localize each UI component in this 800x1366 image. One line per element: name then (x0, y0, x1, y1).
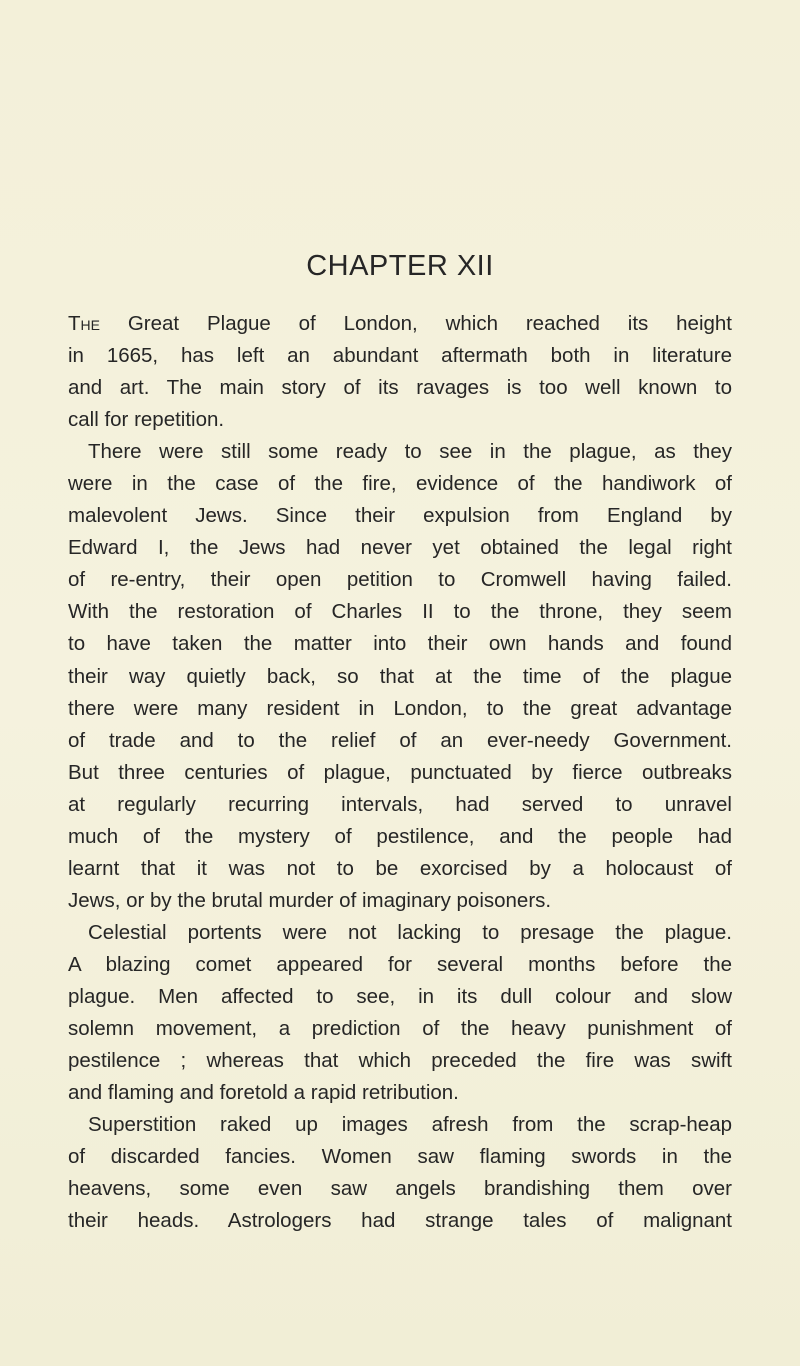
text-line: The Great Plague of London, which reached its height (68, 312, 732, 335)
text-line: their heads. Astrologers had strange tales of malignant (68, 1209, 732, 1233)
text-line: pestilence ; whereas that which preceded the fire was swift (68, 1049, 732, 1073)
text-line: plague. Men affected to see, in its dull colour and slow (68, 984, 732, 1008)
text-line: Superstition raked up images afresh from the scrap-heap (88, 1113, 732, 1137)
opening-word: The (68, 312, 100, 335)
text-line: A blazing comet appeared for several months before the (68, 952, 732, 976)
text-line: Edward I, the Jews had never yet obtained the legal right (68, 536, 732, 560)
text-line: to have taken the matter into their own hands and found (68, 632, 732, 656)
text-line: their way quietly back, so that at the time of the plague (68, 664, 732, 688)
text-line: at regularly recurring intervals, had served to unravel (68, 792, 732, 816)
text-line: and art. The main story of its ravages is too well known to (68, 376, 732, 400)
chapter-title: CHAPTER XII (306, 250, 494, 282)
text-line: But three centuries of plague, punctuated by fierce outbreaks (68, 760, 732, 784)
text-line: and flaming and foretold a rapid retribution. (68, 1081, 459, 1105)
chapter-body-text (68, 308, 732, 1237)
text-line: With the restoration of Charles II to the throne, they seem (68, 600, 732, 624)
text-line: There were still some ready to see in the plague, as they (88, 440, 732, 464)
text-line: malevolent Jews. Since their expulsion from England by (68, 504, 732, 528)
text-line: of trade and to the relief of an ever-needy Government. (68, 728, 732, 752)
text-line: of discarded fancies. Women saw flaming swords in the (68, 1145, 732, 1169)
text-line: were in the case of the fire, evidence of the handiwork of (68, 472, 732, 496)
text-line: much of the mystery of pestilence, and the people had (68, 824, 732, 848)
text-line: of re-entry, their open petition to Cromwell having failed. (68, 568, 732, 592)
text-line: solemn movement, a prediction of the heavy punishment of (68, 1017, 732, 1041)
text-line: heavens, some even saw angels brandishing them over (68, 1177, 732, 1201)
text-line: in 1665, has left an abundant aftermath both in literature (68, 344, 732, 368)
text-line: call for repetition. (68, 408, 225, 432)
text-line: learnt that it was not to be exorcised by a holocaust of (68, 856, 732, 880)
text-line: Celestial portents were not lacking to presage the plague. (88, 920, 732, 944)
text-line: Jews, or by the brutal murder of imaginary poisoners. (68, 888, 552, 912)
text-line: there were many resident in London, to the great advantage (68, 696, 732, 720)
